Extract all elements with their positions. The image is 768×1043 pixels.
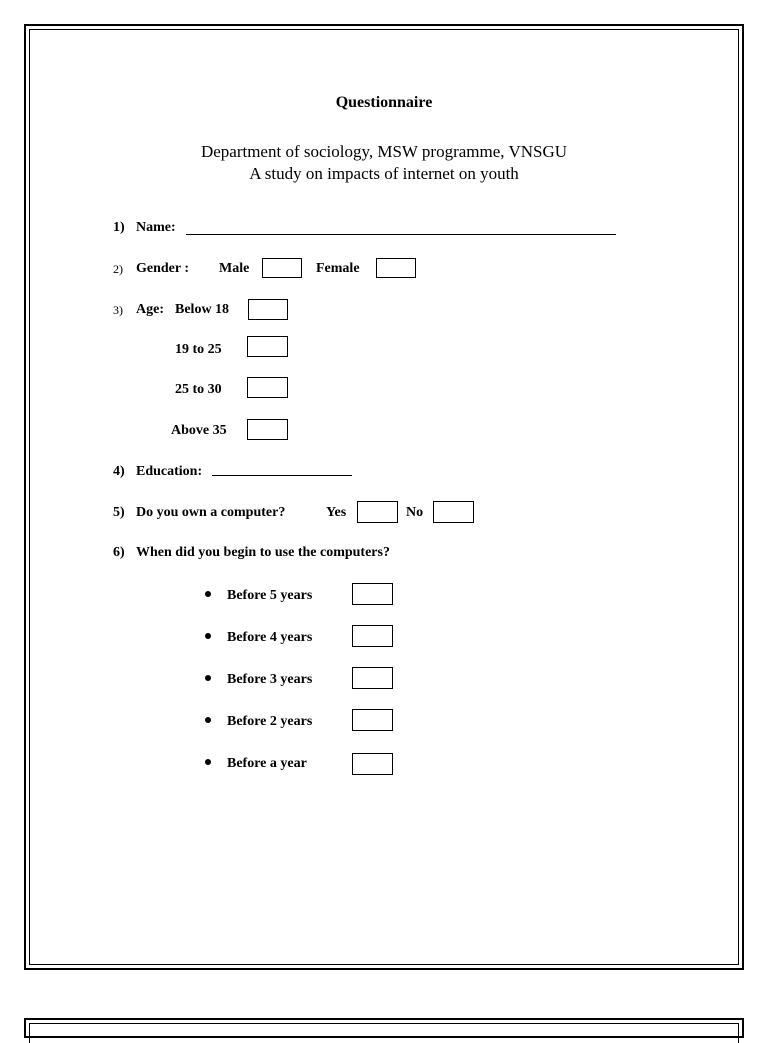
q5-number: 5): [113, 505, 125, 520]
gender-male-label: Male: [219, 261, 250, 276]
q2-number: 2): [113, 262, 123, 276]
q3-label: Age:: [136, 302, 164, 317]
education-field-line[interactable]: [212, 475, 352, 476]
q1-label: Name:: [136, 220, 176, 235]
began-before-a-year-label: Before a year: [227, 756, 307, 771]
began-before-5-years-checkbox[interactable]: [352, 583, 393, 605]
q4-number: 4): [113, 464, 125, 479]
own-computer-no-label: No: [406, 505, 424, 520]
q4-label: Education:: [136, 464, 203, 479]
began-before-a-year-checkbox[interactable]: [352, 753, 393, 775]
bullet-icon: [205, 717, 211, 723]
began-before-4-years-label: Before 4 years: [227, 630, 313, 645]
age-above-35-label: Above 35: [171, 423, 227, 438]
q6-label: When did you begin to use the computers?: [136, 545, 390, 560]
began-before-2-years-checkbox[interactable]: [352, 709, 393, 731]
began-before-5-years-label: Before 5 years: [227, 588, 313, 603]
bullet-icon: [205, 675, 211, 681]
gender-female-label: Female: [316, 261, 360, 276]
age-19-25-checkbox[interactable]: [247, 336, 288, 357]
q5-label: Do you own a computer?: [136, 505, 286, 520]
next-page-border-inner: [29, 1023, 739, 1043]
gender-female-checkbox[interactable]: [376, 258, 416, 278]
subtitle-study: A study on impacts of internet on youth: [249, 164, 519, 183]
age-below-18-checkbox[interactable]: [248, 299, 288, 320]
bullet-icon: [205, 759, 211, 765]
own-computer-no-checkbox[interactable]: [433, 501, 474, 523]
bullet-icon: [205, 591, 211, 597]
age-25-30-label: 25 to 30: [175, 382, 222, 397]
began-before-2-years-label: Before 2 years: [227, 714, 313, 729]
name-field-line[interactable]: [186, 234, 616, 235]
began-before-4-years-checkbox[interactable]: [352, 625, 393, 647]
age-19-25-label: 19 to 25: [175, 342, 222, 357]
own-computer-yes-label: Yes: [326, 505, 347, 520]
age-above-35-checkbox[interactable]: [247, 419, 288, 440]
began-before-3-years-label: Before 3 years: [227, 672, 313, 687]
document-title: Questionnaire: [335, 94, 433, 111]
q2-label: Gender :: [136, 261, 190, 276]
gender-male-checkbox[interactable]: [262, 258, 302, 278]
own-computer-yes-checkbox[interactable]: [357, 501, 398, 523]
q1-number: 1): [113, 220, 125, 235]
age-25-30-checkbox[interactable]: [247, 377, 288, 398]
age-below-18-label: Below 18: [175, 302, 230, 317]
q3-number: 3): [113, 303, 123, 317]
q6-number: 6): [113, 545, 125, 560]
subtitle-department: Department of sociology, MSW programme, VNSGU: [200, 142, 568, 161]
began-before-3-years-checkbox[interactable]: [352, 667, 393, 689]
bullet-icon: [205, 633, 211, 639]
